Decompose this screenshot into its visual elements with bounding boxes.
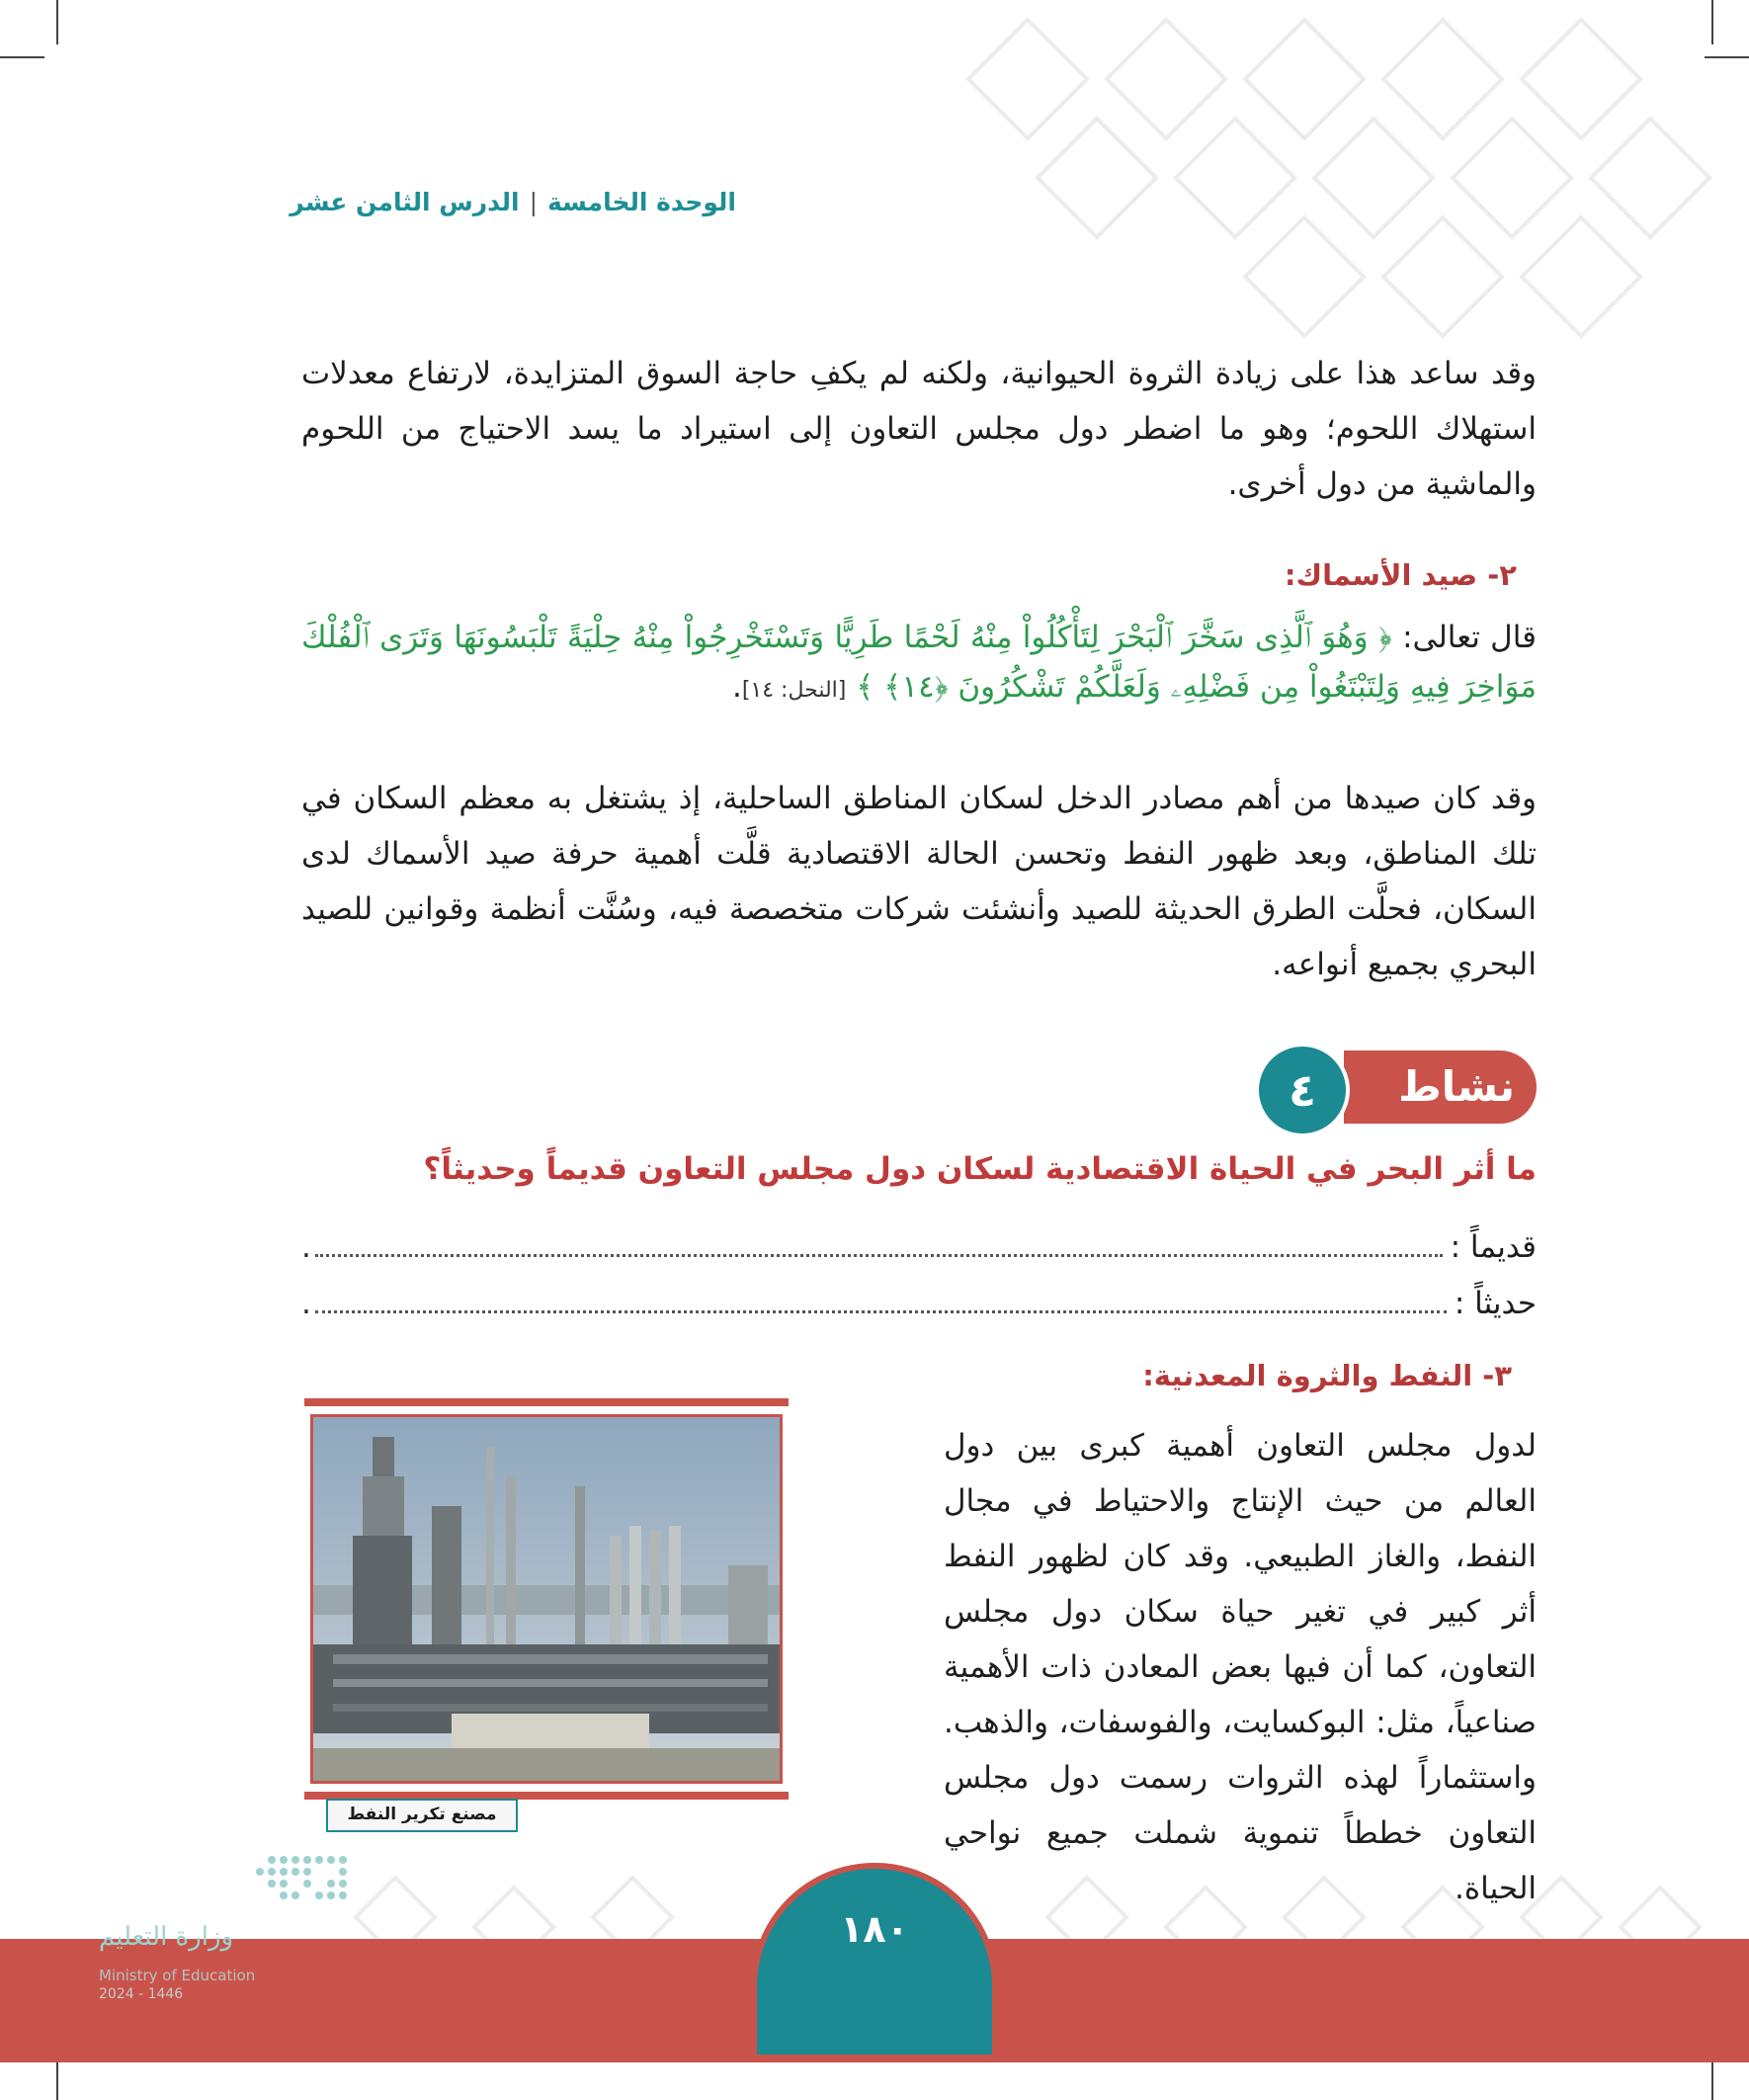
answer-label-past: قديماً : <box>1450 1229 1537 1265</box>
unit-title: الوحدة الخامسة <box>547 188 736 216</box>
answer-field-past[interactable] <box>301 1225 1537 1265</box>
oil-paragraph: لدول مجلس التعاون أهمية كبرى بين دول العالم من حيث الإنتاج والاحتياط في مجال النفط، والغاز الطبيعي. وقد كان لظهور النفط أثر كبير في تغير حياة سكان دول مجلس التعاون، كما أن فيها بعض المعادن ذات الأهمية صناعياً، مثل: البوكسايت، والفوسفات، والذهب. واستثماراً لهذه الثروات رسمت دول مجلس التعاون خططاً تنموية شملت جميع نواحي الحياة. <box>944 1428 1537 1906</box>
lesson-title: الدرس الثامن عشر <box>290 188 520 216</box>
quran-intro: قال تعالى: <box>1391 620 1537 655</box>
page-number: ١٨٠ <box>840 1907 909 1951</box>
crop-mark <box>0 56 44 58</box>
edition-year: 2024 - 1446 <box>99 1986 184 2002</box>
quran-reference: [النحل: ١٤] <box>741 678 847 703</box>
crop-mark <box>1705 56 1749 58</box>
photo-top-bar <box>304 1398 789 1406</box>
activity-label-bg <box>1344 1050 1537 1124</box>
crop-mark <box>56 0 58 44</box>
answer-dots <box>315 1232 1443 1257</box>
activity-question: ما أثر البحر في الحياة الاقتصادية لسكان دول مجلس التعاون قديماً وحديثاً؟ <box>423 1151 1537 1187</box>
refinery-photo <box>310 1414 783 1784</box>
refinery-figure <box>304 1398 789 1813</box>
header-separator: | <box>529 188 538 216</box>
fishing-section-title: ٢- صيد الأسماك: <box>1284 558 1517 592</box>
oil-section-title: ٣- النفط والثروة المعدنية: <box>1142 1359 1512 1392</box>
fishing-paragraph: وقد كان صيدها من أهم مصادر الدخل لسكان المناطق الساحلية، إذ يشتغل به معظم السكان في تلك المناطق، وبعد ظهور النفط وتحسن الحالة الاقتصادية قلَّت أهمية حرفة صيد الأسماك لدى السكان، فحلَّت الطرق الحديثة للصيد وأنشئت شركات متخصصة فيه، وسُنَّت أنظمة وقوانين للصيد البحري بجميع أنواعه. <box>301 781 1537 982</box>
answer-dots <box>315 1289 1447 1313</box>
activity-label: نشاط <box>1398 1062 1515 1111</box>
answer-label-present: حديثاً : <box>1454 1286 1537 1321</box>
activity-badge <box>1255 1043 1537 1132</box>
answer-end: . <box>301 1229 311 1265</box>
ministry-name-en: Ministry of Education <box>99 1967 256 1984</box>
ministry-name-ar: وزارة التعليم <box>99 1922 234 1952</box>
crop-mark <box>1711 0 1713 44</box>
livestock-paragraph: وقد ساعد هذا على زيادة الثروة الحيوانية، ولكنه لم يكفِ حاجة السوق المتزايدة، لارتفاع معدلات استهلاك اللحوم؛ وهو ما اضطر دول مجلس التعاون إلى استيراد ما يسد الاحتياج من اللحوم والماشية من دول أخرى. <box>301 356 1537 502</box>
answer-end: . <box>301 1286 311 1321</box>
page-header <box>290 188 736 216</box>
refinery-illustration <box>313 1417 780 1781</box>
quran-end: . <box>731 669 742 705</box>
photo-caption: مصنع تكرير النفط <box>326 1799 518 1832</box>
activity-number: ٤ <box>1255 1043 1350 1137</box>
answer-field-present[interactable] <box>301 1282 1537 1321</box>
quran-ayah: ﴿ وَهُوَ ٱلَّذِى سَخَّرَ ٱلْبَحْرَ لِتَأْكُلُواْ مِنْهُ لَحْمًا طَرِيًّا وَتَسْتَخْرِجُواْ مِنْهُ حِلْيَةً تَلْبَسُونَهَا وَتَرَى ٱلْفُلْكَ مَوَاخِرَ فِيهِ وَلِتَبْتَغُواْ مِن فَضْلِهِۦ وَلَعَلَّكُمْ تَشْكُرُونَ ﴿١٤﴾ ﴾ <box>301 620 1537 705</box>
quran-verse <box>301 613 1537 715</box>
